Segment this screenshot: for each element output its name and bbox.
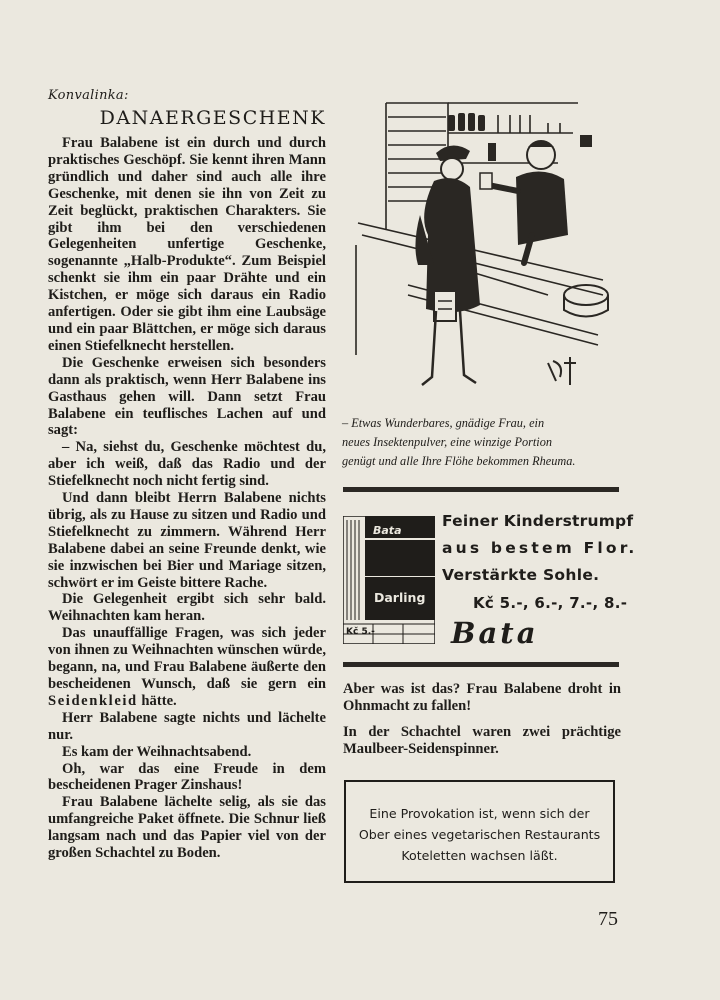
emphasis-seidenkleid: Seidenkleid: [48, 692, 138, 709]
article-title: DANAERGESCHENK: [99, 107, 326, 129]
caption-line-2: neues Insektenpulver, eine winzige Portion: [342, 435, 553, 449]
joke-line-2: Ober eines vegetarischen Restaurants: [358, 827, 601, 842]
bata-logo: [447, 617, 603, 649]
article-column: [48, 88, 326, 862]
framed-joke: [344, 780, 615, 883]
shop-cartoon-illustration: [348, 95, 616, 395]
article-continuation: [343, 681, 621, 758]
box-price-label: Kč 5.-: [346, 627, 375, 637]
paragraph-7: Herr Balabene sagte nichts und lächelte nur.: [48, 709, 326, 743]
box-product-name: Darling: [374, 590, 426, 605]
ad-material: aus bestem Flor.: [442, 539, 638, 557]
paragraph-3: – Na, siehst du, Geschenke möchtest du, aber ich weiß, daß das Radio und der Stiefelknecht noch nicht fertig sind.: [48, 439, 326, 490]
paragraph-9: Oh, war das eine Freude in dem bescheidenen Prager Zinshaus!: [48, 760, 326, 794]
stocking-box-graphic: [343, 516, 435, 644]
paragraph-4: Und dann bleibt Herrn Balabene nichts übrig, als zu Hause zu sitzen und Radio und Stiefelknecht zu zimmern. Während Herr Balabene dabei an seine Freunde denkt, wie sie inzwischen bei Bier und Mariage sitzen, schwört er im Geiste bittere Rache.: [48, 490, 326, 591]
paragraph-5: Die Gelegenheit ergibt sich sehr bald. Weihnachten kam heran.: [48, 591, 326, 625]
ad-headline: Feiner Kinderstrumpf: [442, 512, 634, 530]
bata-advertisement: [343, 510, 638, 650]
caption-line-1: – Etwas Wunderbares, gnädige Frau, ein: [342, 416, 545, 430]
author-line: Konvalinka:: [48, 88, 129, 103]
continuation-paragraph-1: Aber was ist das? Frau Balabene droht in Ohnmacht zu fallen!: [343, 681, 621, 714]
ad-feature: Verstärkte Sohle.: [442, 566, 600, 584]
paragraph-8: Es kam der Weihnachtsabend.: [62, 743, 252, 760]
joke-line-3: Koteletten wachsen läßt.: [401, 848, 558, 863]
continuation-paragraph-2: In der Schachtel waren zwei prächtige Maulbeer-Seidenspinner.: [343, 723, 621, 757]
ad-bottom-rule: [343, 662, 619, 667]
paragraph-10: Frau Balabene lächelte selig, als sie das umfangreiche Paket öffnete. Die Schnur ließ langsam nach und das Papier viel von der großen Schachtel zu Boden.: [48, 794, 326, 862]
paragraph-1: Frau Balabene ist ein durch und durch praktisches Geschöpf. Sie kennt ihren Mann gründlich und daher sind auch alle ihre Geschenke, mit denen sie ihn von Zeit zu Zeit beglückt, praktischen Charakters. Sie gibt ihm bei den verschiedenen Gelegenheiten unfertige Geschenke, sogenannte „Halb-Produkte“. Zum Beispiel schenkt sie ihm ein paar Drähte und ein Kistchen, er möge sich daraus ein Radio anfertigen. Oder sie gibt ihm eine Laubsäge und ein paar Blättchen, er möge sich daraus einen Stiefelknecht herstellen.: [48, 135, 326, 354]
paragraph-6-text: Das unauffällige Fragen, was sich jeder von ihnen zu Weihnachten wünschen würde, begann, na, und Frau Balabene äußerte den bescheidenen Wunsch, daß sie gern ein: [48, 625, 326, 692]
box-brand-label: Bata: [373, 524, 402, 537]
paragraph-6: [48, 625, 326, 710]
joke-line-1: Eine Provokation ist, wenn sich der: [369, 806, 590, 821]
paragraph-2: Die Geschenke erweisen sich besonders dann als praktisch, wenn Herr Balabene ins Gasthaus gehen will. Dann setzt Frau Balabene ein teuflisches Lachen auf und sagt:: [48, 354, 326, 439]
page-number: 75: [598, 908, 618, 930]
ad-prices: Kč 5.-, 6.-, 7.-, 8.-: [473, 594, 628, 612]
caption-line-3: genügt und alle Ihre Flöhe bekommen Rheuma.: [342, 454, 576, 468]
ad-top-rule: [343, 487, 619, 492]
illustration-caption: [342, 414, 620, 471]
paragraph-6-end: hätte.: [137, 692, 177, 709]
bata-logo-text: Bata: [451, 617, 539, 649]
